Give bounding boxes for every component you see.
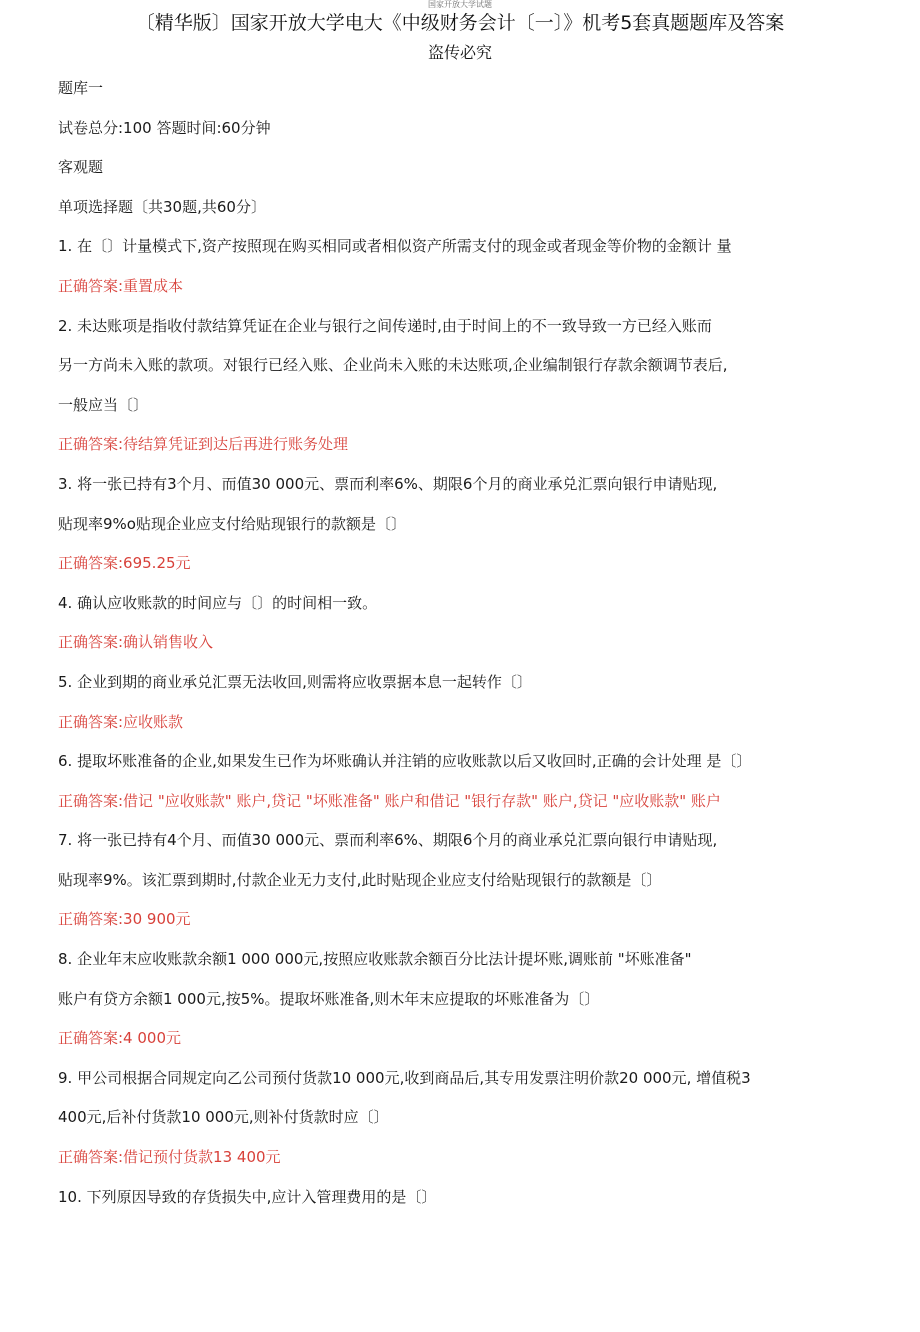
question-3-line-1: 3. 将一张已持有3个月、而值30 000元、票而利率6%、期限6个月的商业承兑汇票向银行申请贴现,	[58, 474, 718, 493]
page-header-note: 国家开放大学试题	[428, 0, 492, 9]
exam-info: 试卷总分:100 答题时间:60分钟	[58, 118, 271, 137]
question-9-answer: 正确答案:借记预付货款13 400元	[58, 1148, 281, 1167]
question-9-line-2: 400元,后补付货款10 000元,则补付货款时应〔〕	[58, 1108, 389, 1127]
question-5-answer: 正确答案:应收账款	[58, 712, 184, 731]
question-7-line-2: 贴现率9%。该汇票到期时,付款企业无力支付,此时贴现企业应支付给贴现银行的款额是〔〕	[58, 870, 662, 889]
question-3-answer: 正确答案:695.25元	[58, 554, 191, 573]
question-2-line-1: 2. 未达账项是指收付款结算凭证在企业与银行之间传递时,由于时间上的不一致导致一方已经入账而	[58, 316, 712, 335]
section-single-choice: 单项选择题〔共30题,共60分〕	[58, 197, 266, 216]
question-content	[58, 74, 858, 1222]
question-6-answer: 正确答案:借记 "应收账款" 账户,贷记 "坏账准备" 账户和借记 "银行存款" 账户,贷记 "应收账款" 账户	[58, 791, 721, 810]
question-5-line-1: 5. 企业到期的商业承兑汇票无法收回,则需将应收票据本息一起转作〔〕	[58, 672, 532, 691]
question-10-line-1: 10. 下列原因导致的存货损失中,应计入管理费用的是〔〕	[58, 1187, 437, 1206]
question-6-line-1: 6. 提取坏账准备的企业,如果发生已作为坏账确认并注销的应收账款以后又收回时,正确的会计处理 是〔〕	[58, 752, 752, 771]
question-9-line-1: 9. 甲公司根据合同规定向乙公司预付货款10 000元,收到商品后,其专用发票注明价款20 000元, 增值税3	[58, 1068, 751, 1087]
question-7-line-1: 7. 将一张已持有4个月、而值30 000元、票而利率6%、期限6个月的商业承兑汇票向银行申请贴现,	[58, 831, 718, 850]
question-8-answer: 正确答案:4 000元	[58, 1029, 181, 1048]
question-4-answer: 正确答案:确认销售收入	[58, 633, 214, 652]
question-8-line-1: 8. 企业年末应收账款余额1 000 000元,按照应收账款余额百分比法计提坏账,调账前 "坏账准备"	[58, 950, 692, 969]
question-2-answer: 正确答案:待结算凭证到达后再进行账务处理	[58, 435, 349, 454]
document-subtitle: 盗传必究	[427, 43, 492, 62]
question-1-answer: 正确答案:重置成本	[58, 276, 184, 295]
bank-label: 题库一	[58, 79, 104, 97]
document-title: 〔精华版〕国家开放大学电大《中级财务会计〔一〕》机考5套真题题库及答案	[135, 12, 785, 34]
question-1-line-1: 1. 在〔〕计量模式下,资产按照现在购买相同或者相似资产所需支付的现金或者现金等价物的金额计 量	[58, 237, 732, 256]
question-2-line-2: 另一方尚未入账的款项。对银行已经入账、企业尚未入账的未达账项,企业编制银行存款余额调节表后,	[58, 356, 728, 375]
section-objective: 客观题	[58, 158, 104, 177]
question-7-answer: 正确答案:30 900元	[58, 910, 191, 929]
question-4-line-1: 4. 确认应收账款的时间应与〔〕的时间相一致。	[58, 593, 378, 612]
question-8-line-2: 账户有贷方余额1 000元,按5%。提取坏账准备,则木年末应提取的坏账准备为〔〕	[58, 989, 600, 1008]
question-2-line-3: 一般应当〔〕	[58, 395, 149, 414]
question-3-line-2: 贴现率9%o贴现企业应支付给贴现银行的款额是〔〕	[58, 514, 406, 533]
